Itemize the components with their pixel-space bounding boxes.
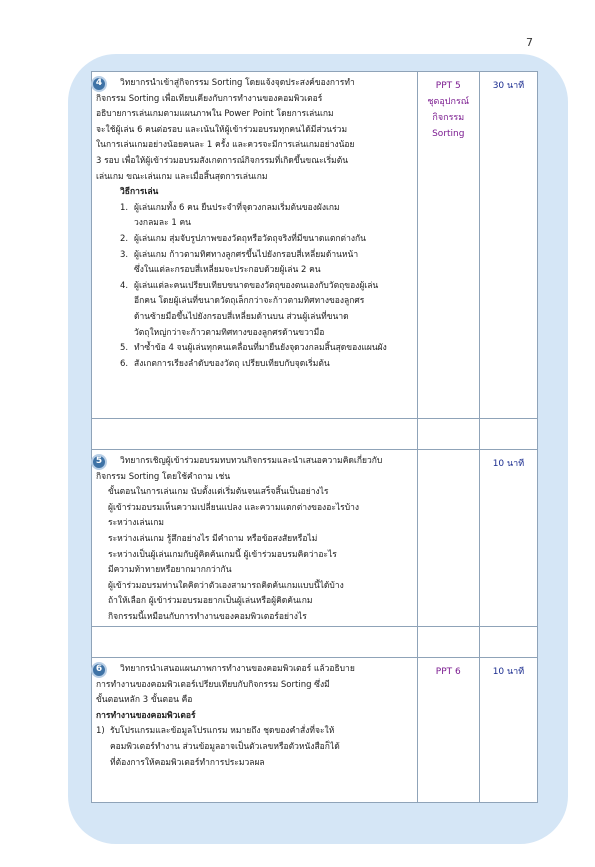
step-text: ผู้เล่นเกม ก้าวตามทิศทางลูกศรขึ้นไปยังกรอบสี่เหลี่ยมด้านหน้า [134,249,359,260]
intro-line: จะใช้ผู้เล่น 6 คนต่อรอบ และเน้นให้ผู้เข้าร่วมอบรมทุกคนได้มีส่วนร่วม [96,124,348,135]
question-line: ระหว่างเล่นเกม รู้สึกอย่างไร มีคำถาม หรือข้อสงสัยหรือไม่ [108,533,318,544]
step-number-badge: 6 [91,662,107,678]
spacer-row [92,419,538,450]
step-number: 6. [120,358,129,369]
duration: 10 นาที [492,459,525,469]
time-cell [479,450,537,627]
media-item: PPT 5 [435,81,461,91]
intro-line: วิทยากรนำเสนอแผนภาพการทำงานของคอมพิวเตอร์ แล้วอธิบาย [120,664,355,674]
step-number-badge: 5 [91,454,107,470]
media-item: ชุดอุปกรณ์ [427,97,470,107]
activity-cell [92,450,418,627]
step-text: สังเกตการเรียงลำดับของวัตถุ เปรียบเทียบกับจุดเริ่มต้น [134,358,330,369]
step-text: ทำซ้ำข้อ 4 จนผู้เล่นทุกคนเคลื่อนที่มายืนยังจุดวงกลมสิ้นสุดของแผนผัง [134,343,387,354]
step-text: วัตถุใหญ่กว่าจะก้าวตามทิศทางของลูกศรด้านขวามือ [134,327,325,338]
question-line: ผู้เข้าร่วมอบรมท่านใดคิดว่าตัวเองสามารถคิดค้นเกมแบบนี้ได้บ้าง [108,580,344,591]
duration: 30 นาที [492,81,525,91]
step-number: 5. [120,343,129,354]
duration: 10 นาที [492,667,525,677]
media-item: PPT 6 [435,667,461,677]
spacer-row [92,627,538,658]
step-number: 4. [120,280,129,291]
question-line: มีความท้าทายหรือยากมากกว่ากัน [108,565,232,576]
step-number: 2. [120,233,129,244]
time-cell [479,72,537,419]
question-line: ถ้าให้เลือก ผู้เข้าร่วมอบรมอยากเป็นผู้เล่นหรือผู้คิดค้นเกม [108,596,313,607]
intro-line: กิจกรรม Sorting เพื่อเทียบเคียงกับการทำงานของคอมพิวเตอร์ [96,93,323,104]
question-line: ผู้เข้าร่วมอบรมเห็นความเปลี่ยนแปลง และความแตกต่างของอะไรบ้าง [108,502,360,513]
activity-cell [92,72,418,419]
step-text: ซึ่งในแต่ละกรอบสี่เหลี่ยมจะประกอบด้วยผู้เล่น 2 คน [134,265,321,276]
section-heading: วิธีการเล่น [120,187,159,198]
step-text: ด้านซ้ายมือขึ้นไปยังกรอบสี่เหลี่ยมด้านบน ส่วนผู้เล่นที่ขนาด [134,311,349,322]
step-text: ผู้เล่นเกมทั้ง 6 คน ยืนประจำที่จุดวงกลมเริ่มต้นของผังเกม [134,202,340,213]
intro-line: การทำงานของคอมพิวเตอร์เปรียบเทียบกับกิจกรรม Sorting ซึ่งมี [96,679,330,690]
step-text: คอมพิวเตอร์ทำงาน ส่วนข้อมูลอาจเป็นตัวเลขหรือตัวหนังสือก็ได้ [110,741,340,752]
intro-line: เล่นเกม ขณะเล่นเกม และเมื่อสิ้นสุดการเล่นเกม [96,171,268,182]
intro-line: วิทยากรนำเข้าสู่กิจกรรม Sorting โดยแจ้งจุดประสงค์ของการทำ [120,78,355,88]
activity-cell [92,658,418,803]
table-row [92,72,538,419]
activity-table [91,71,538,803]
question-line: ขั้นตอนในการเล่นเกม นับตั้งแต่เริ่มต้นจนเสร็จสิ้นเป็นอย่างไร [108,487,329,498]
intro-line: ในการเล่นเกมอย่างน้อยคนละ 1 ครั้ง และควรจะมีการเล่นเกมอย่างน้อย [96,140,355,151]
intro-line: วิทยากรเชิญผู้เข้าร่วมอบรมทบทวนกิจกรรมและนำเสนอความคิดเกี่ยวกับ [120,456,383,466]
media-cell [417,658,479,803]
step-text: รับโปรแกรมและข้อมูลโปรแกรม หมายถึง ชุดของคำสั่งที่จะให้ [110,726,335,737]
question-line: กิจกรรมนี้เหมือนกับการทำงานของคอมพิวเตอร์อย่างไร [108,611,307,622]
table-row [92,658,538,803]
question-line: ระหว่างเล่นเกม [108,518,165,529]
intro-line: อธิบายการเล่นเกมตามแผนภาพใน Power Point โดยการเล่นเกม [96,109,334,120]
intro-line: 3 รอบ เพื่อให้ผู้เข้าร่วมอบรมสังเกตการณ์กิจกรรมที่เกิดขึ้นขณะเริ่มต้น [96,155,349,166]
step-number: 1) [96,726,105,737]
media-cell [417,450,479,627]
media-cell [417,72,479,419]
question-line: ระหว่างเป็นผู้เล่นเกมกับผู้คิดค้นเกมนี้ ผู้เข้าร่วมอบรมคิดว่าอะไร [108,549,337,560]
step-text: อีกคน โดยผู้เล่นที่ขนาดวัตถุเล็กกว่าจะก้าวตามทิศทางของลูกศร [134,296,365,307]
time-cell [479,658,537,803]
step-text: ผู้เล่นแต่ละคนเปรียบเทียบขนาดของวัตถุของตนเองกับวัตถุของผู้เล่น [134,280,379,291]
step-number-badge: 4 [91,76,107,92]
step-text: ที่ต้องการให้คอมพิวเตอร์ทำการประมวลผล [110,757,265,768]
media-item: Sorting [432,129,465,139]
intro-line: กิจกรรม Sorting โดยใช้คำถาม เช่น [96,471,231,482]
table-row [92,450,538,627]
intro-line: ขั้นตอนหลัก 3 ขั้นตอน คือ [96,695,193,706]
section-heading: การทำงานของคอมพิวเตอร์ [96,710,196,721]
media-item: กิจกรรม [432,113,465,123]
step-number: 1. [120,202,129,213]
step-number: 3. [120,249,129,260]
step-text: ผู้เล่นเกม สุ่มจับรูปภาพของวัตถุหรือวัตถุจริงที่มีขนาดแตกต่างกัน [134,233,366,244]
step-text: วงกลมละ 1 คน [134,218,191,229]
page-number: 7 [526,36,533,49]
